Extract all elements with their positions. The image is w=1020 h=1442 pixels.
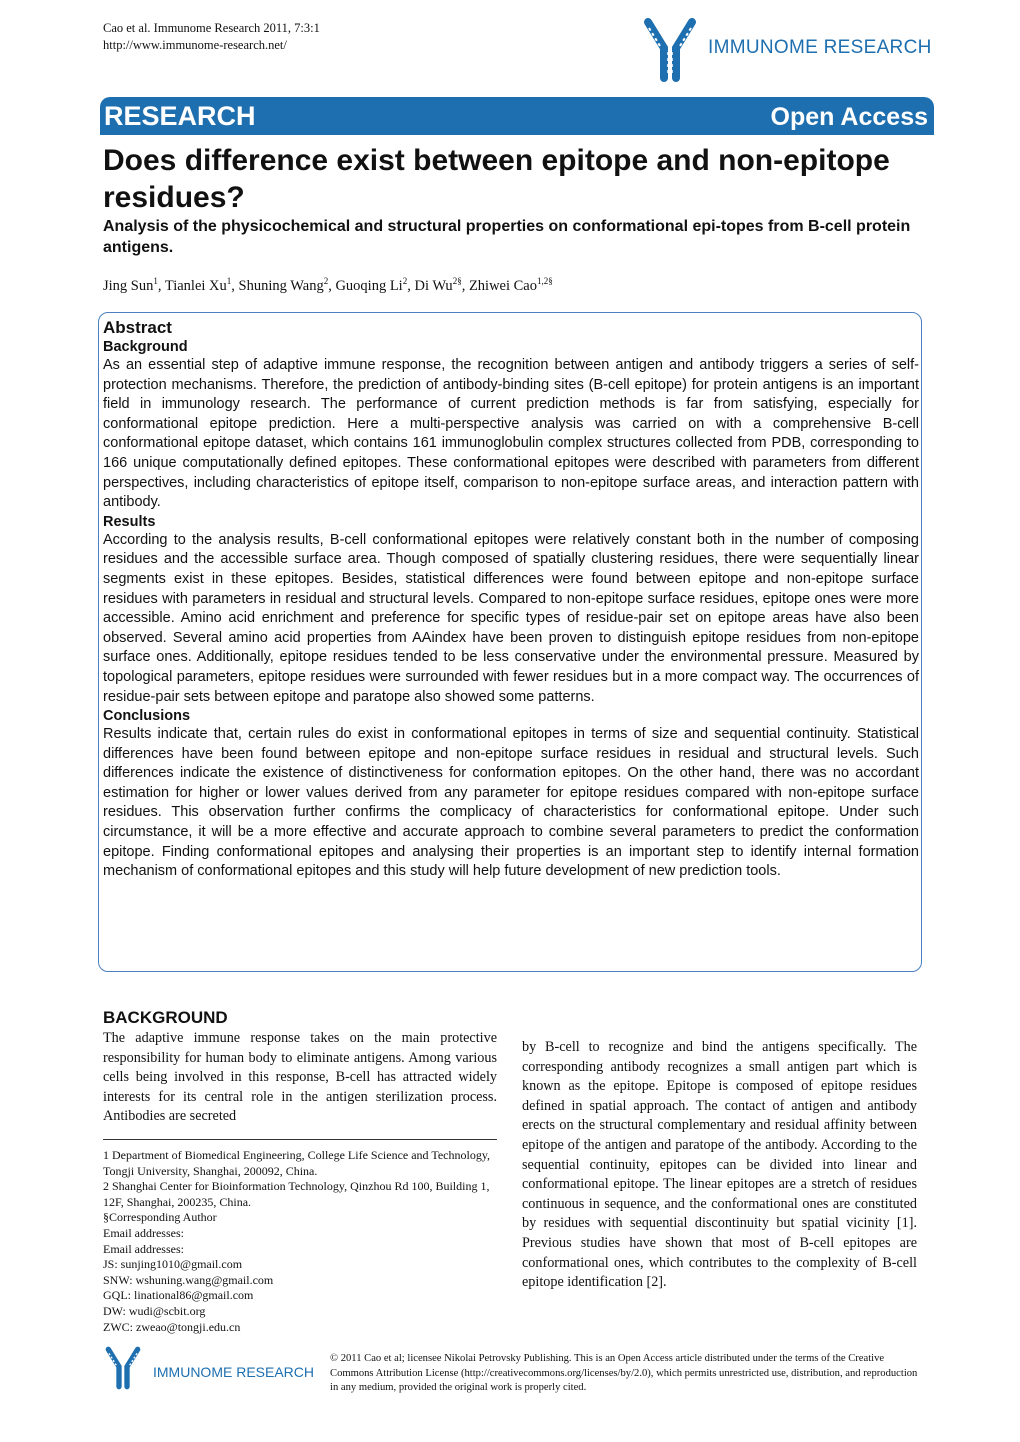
open-access-label: Open Access xyxy=(770,103,928,131)
footnote: 2 Shanghai Center for Bioinformation Technology, Qinzhou Rd 100, Building 1, 12F, Shanghai, 200235, China. xyxy=(103,1179,490,1209)
journal-logo xyxy=(640,18,940,82)
footnote: Email addresses: xyxy=(103,1241,184,1256)
footnote: 1 Department of Biomedical Engineering, College Life Science and Technology, Tongji University, Shanghai, 200092, China. xyxy=(103,1148,491,1178)
footnote-email[interactable]: ZWC: zweao@tongji.edu.cn xyxy=(103,1319,241,1334)
footnote-email[interactable]: SNW: wshuning.wang@gmail.com xyxy=(103,1272,274,1287)
abstract-background-text: As an essential step of adaptive immune response, the recognition between antigen and antibody triggers a series of self-protection mechanisms. Therefore, the prediction of antibody-binding sites (B-cell epitope) for protein antigens is an important field in immunology research. The performance of current prediction methods is far from satisfying, especially for conformational epitope prediction. Here a multi-perspective analysis was carried on with a comprehensive B-cell conformational epitope dataset, which contains 161 immunoglobulin complex structures collected from PDB, corresponding to 166 unique computationally defined epitopes. These conformational epitopes were described with parameters from different perspectives, including characteristics of epitope itself, comparison to non-epitope surface areas, and interaction pattern with antibody. xyxy=(103,357,919,511)
license-notice: © 2011 Cao et al; licensee Nikolai Petrovsky Publishing. This is an Open Access article distributed under the terms of the Creative Commons Attribution License (http://creativecommons.org/licenses/by/2.0), which permits unrestricted use, distribution, and reproduction in any medium, provided the original work is properly cited. xyxy=(330,1353,918,1393)
author-affiliation: 1,2§ xyxy=(537,276,553,286)
author-affiliation: 1 xyxy=(226,276,232,286)
journal-logo-text: IMMUNOME RESEARCH xyxy=(708,37,932,58)
article-subtitle: Analysis of the physicochemical and structural properties on conformational epi-topes from B-cell protein antigens. xyxy=(103,218,911,256)
author-name: Tianlei Xu xyxy=(164,277,227,294)
citation-block xyxy=(103,20,320,54)
author-name: Jing Sun xyxy=(103,277,154,294)
author-name: Guoqing Li xyxy=(335,277,403,294)
author-affiliation: 2§ xyxy=(452,276,462,286)
author-affiliation: 2 xyxy=(323,276,329,286)
footer-logo xyxy=(103,1346,323,1390)
footnote: Email addresses: xyxy=(103,1225,184,1240)
abstract-content xyxy=(103,318,919,882)
results-subheading: Results xyxy=(103,513,156,530)
abstract-box xyxy=(98,312,922,972)
author-name: Zhiwei Cao xyxy=(468,277,537,294)
article-type-banner xyxy=(100,97,934,135)
footnotes xyxy=(103,1148,497,1335)
article-type-label: RESEARCH xyxy=(104,101,256,131)
citation-line: Cao et al. Immunome Research 2011, 7:3:1 xyxy=(103,21,320,35)
author-name: Shuning Wang xyxy=(238,277,324,294)
abstract-conclusions-text: Results indicate that, certain rules do exist in conformational epitopes in terms of size and sequential continuity. Statistical differences have been found between epitope and non-epitope surface residues in residual and structural levels. Such differences indicate the existence of distinctiveness for conformation epitopes. On the other hand, there was no accordant estimation for higher or lower values derived from any parameter for epitope residues compared with non-epitope surface residues. This observation further confirms the complicacy of characteristics for conformational epitope. Under such circumstance, it will be a more effective and accurate approach to combine several parameters to predict the conformation epitope. Finding conformational epitopes and analysing their properties is an important step to identify internal formation mechanism of conformational epitopes and this study will help future development of new prediction tools. xyxy=(103,726,919,880)
author-list: Jing Sun$^1$, Tianlei Xu$^1$, Shuning Wang$^2$, Guoqing Li$^2$, Di $Wu^{2\S}$, Zhiwei Cao$^{1,2\S}$ xyxy=(103,276,553,294)
antibody-y-icon xyxy=(103,1346,143,1390)
abstract-results-text: According to the analysis results, B-cell conformational epitopes were relatively constant both in the number of composing residues and the accessible surface area. Though composed of spatially clustering residues, there were sequentially linear segments exist in these epitopes. Besides, statistical differences were found between epitope and non-epitope surface residues with parameters in residual and structural levels. Compared to non-epitope surface residues, epitope ones were more accessible. Amino acid enrichment and preference for specific types of residue-pair set on epitope areas have also been observed. Several amino acid properties from AAindex have been proven to distinguish epitope residues from non-epitope surface ones. Additionally, epitope residues tended to be less conservative under the environmental pressure. Measured by topological parameters, epitope residues were surrounded with fewer residues but in a more compact way. The occurrences of residue-pair sets between epitope and paratope also showed some patterns. xyxy=(103,531,919,705)
conclusions-subheading: Conclusions xyxy=(103,708,191,725)
body-right-column: by B-cell to recognize and bind the antigens specifically. The corresponding antibody recognizes a small antigen part which is known as the epitope. Epitope is composed of epitope residues defined in spatial approach. The contact of antigen and antibody erects on the structural complementary and residual affinity between epitope of the antigen and paratope of the antibody. According to the sequential continuity, epitopes can be divided into linear and conformational epitope. The linear epitopes are a stretch of residues continuous in sequence, and the conformational ones are constituted by residues with sequential discontinuity but spatial vicinity [1]. Previous studies have shown that most of B-cell epitopes are conformational ones, which contributes to the complexity of B-cell epitope identification [2]. xyxy=(522,1039,917,1291)
author-affiliation: 2 xyxy=(402,276,408,286)
body-left-column: The adaptive immune response takes on the main protective responsibility for human body to eliminate antigens. Among various cells being involved in this response, B-cell has attracted widely interests for its central role in the antigen sterilization process. Antibodies are secreted xyxy=(103,1030,497,1125)
antibody-y-icon xyxy=(640,18,700,82)
footnote: §Corresponding Author xyxy=(103,1210,217,1225)
author-name: Di Wu xyxy=(414,277,453,294)
article-title: Does difference exist between epitope and non-epitope residues? xyxy=(103,144,890,214)
abstract-heading: Abstract xyxy=(103,318,172,337)
author-affiliation: 1 xyxy=(153,276,158,286)
footer-logo-text: IMMUNOME RESEARCH xyxy=(153,1364,315,1380)
background-subheading: Background xyxy=(103,339,188,355)
journal-url[interactable]: http://www.immunome-research.net/ xyxy=(103,38,287,52)
footnote-email[interactable]: JS: sunjing1010@gmail.com xyxy=(103,1257,243,1272)
footnote-email[interactable]: GQL: linational86@gmail.com xyxy=(103,1288,254,1303)
footnote-divider xyxy=(103,1139,497,1140)
footnote-email[interactable]: DW: wudi@scbit.org xyxy=(103,1303,206,1318)
background-section-heading: BACKGROUND xyxy=(103,1008,228,1027)
